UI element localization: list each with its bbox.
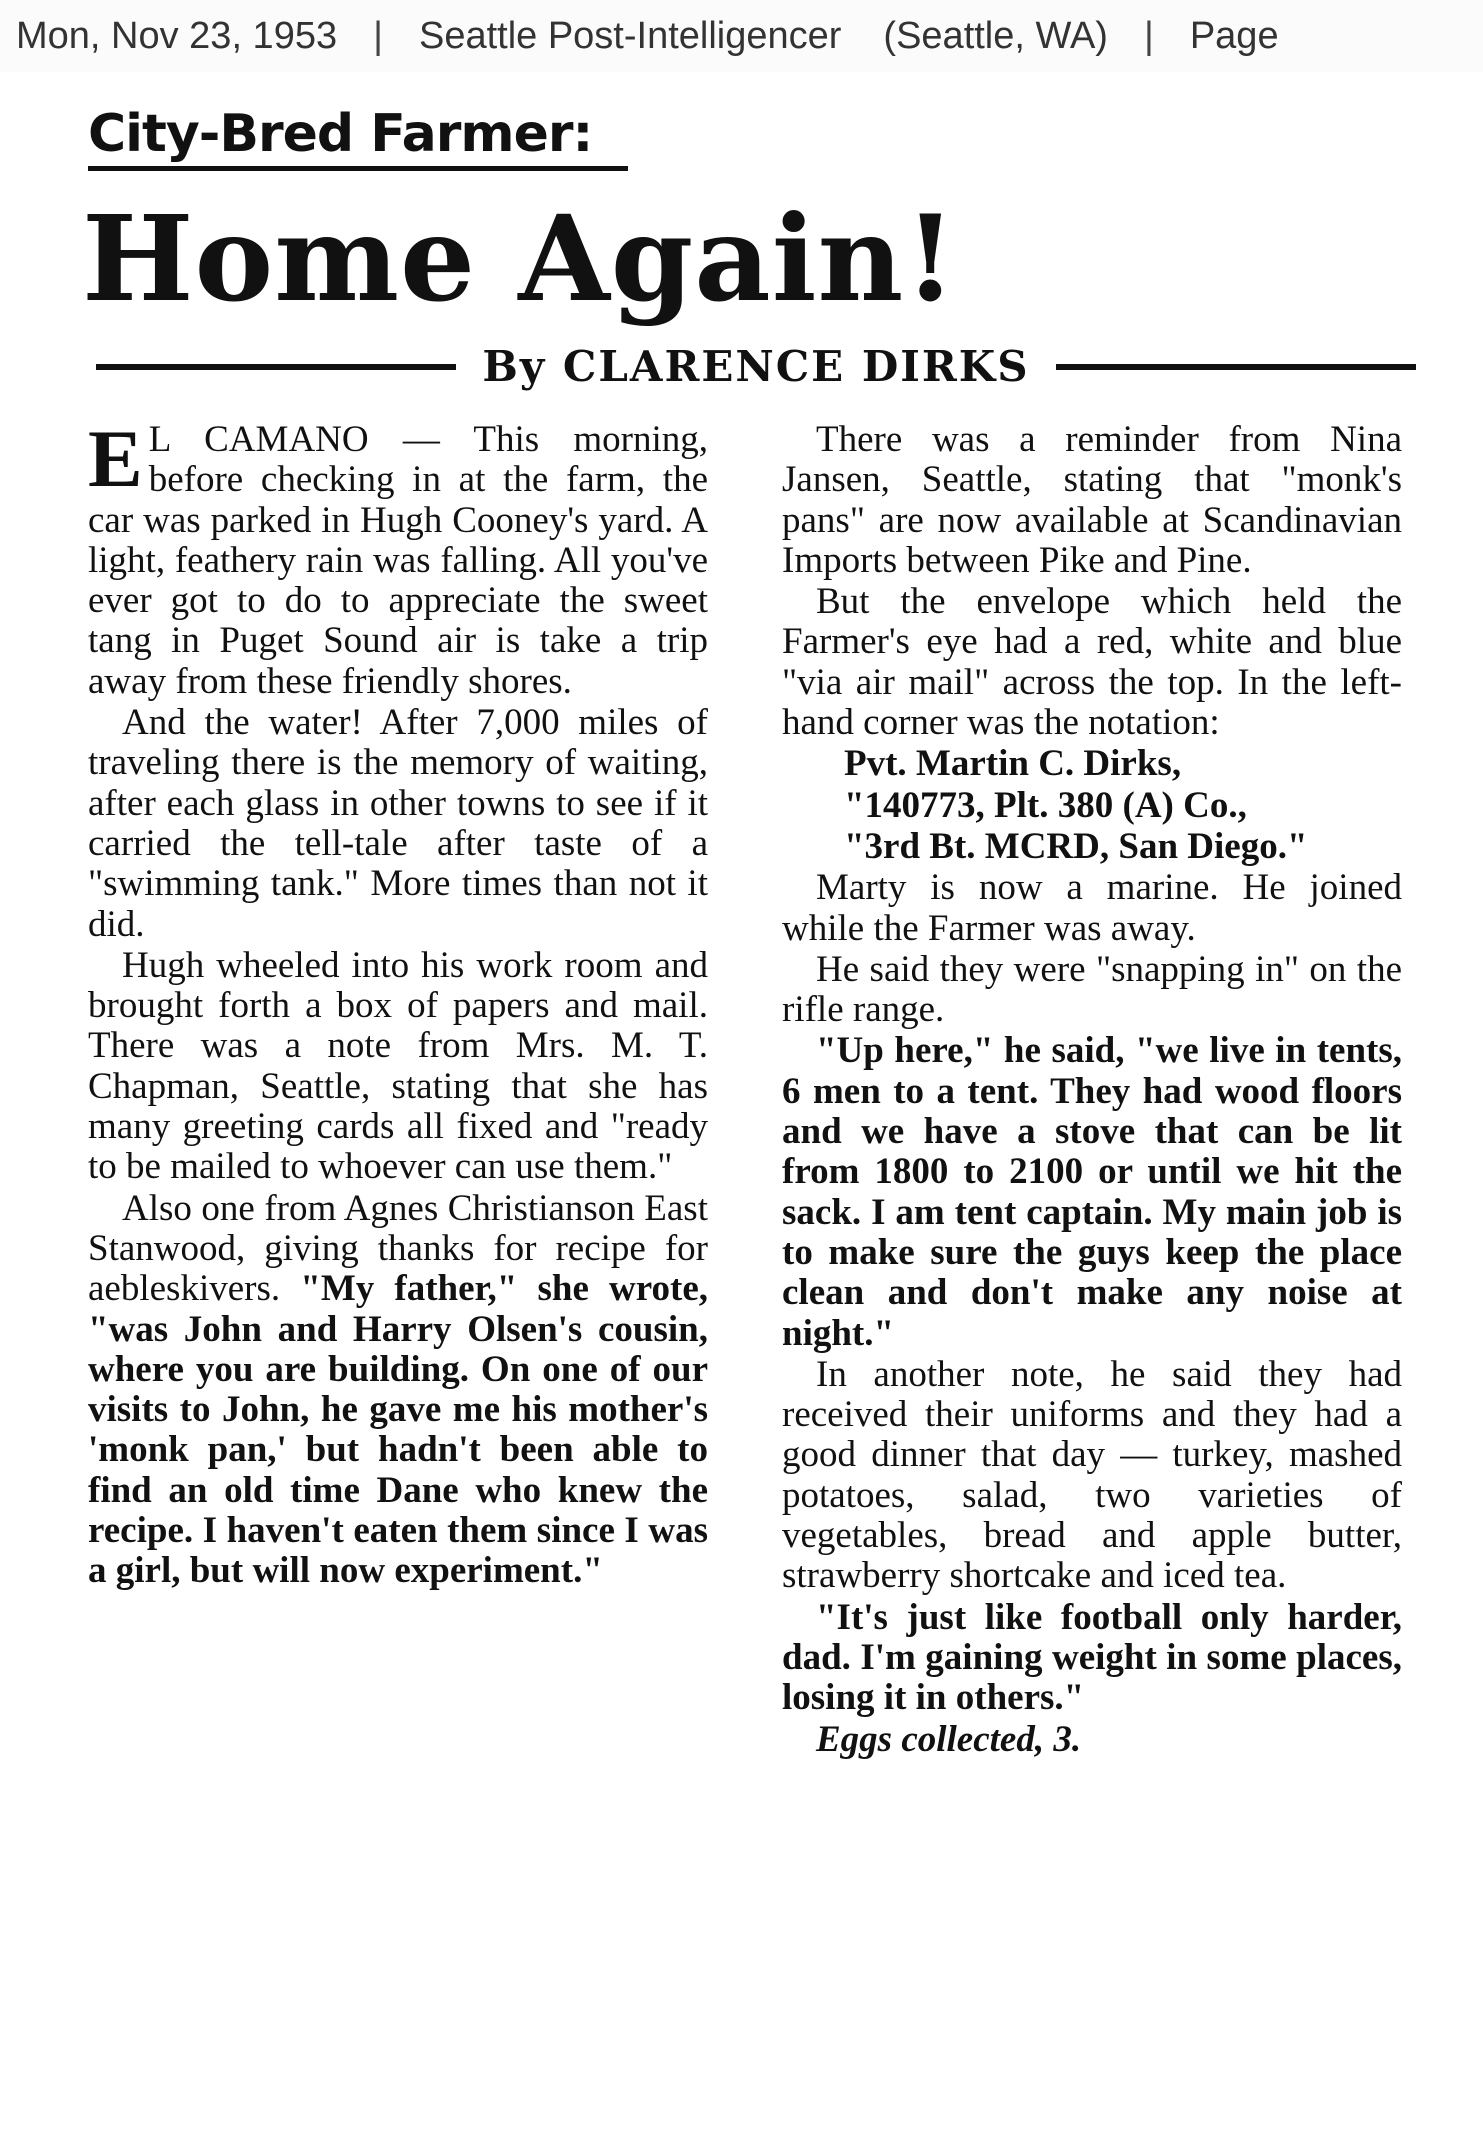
paragraph-text: L CAMANO — This morning, before checking in at the farm, the car was parked in Hugh Cooney's yard. A light, feathery rain was falling. All you've ever got to do to appreciate the sweet tang in Puget Sound air is take a trip away from these friendly shores.	[88, 419, 708, 702]
paragraph: "Up here," he said, "we live in tents, 6 men to a tent. They had wood floors and we have a stove that can be lit from 1800 to 2100 or until we hit the sack. I am tent captain. My main job is to make sure the guys keep the place clean and don't make any noise at night."	[782, 1030, 1402, 1354]
newspaper-clipping	[60, 90, 1430, 2140]
byline-rule-left	[96, 364, 456, 370]
byline-row	[96, 342, 1416, 391]
drop-cap: E	[88, 413, 143, 504]
page-header	[0, 0, 1483, 72]
header-separator: |	[373, 14, 383, 57]
paragraph	[88, 413, 708, 702]
header-date: Mon, Nov 23, 1953	[16, 14, 338, 57]
article-column-right	[782, 420, 1402, 1761]
paragraph: And the water! After 7,000 miles of traveling there is the memory of waiting, after each glass in other towns to see if it carried the tell-tale after taste of a "swimming tank." More times than not it did.	[88, 702, 708, 945]
paragraph: In another note, he said they had received their uniforms and they had a good dinner that day — turkey, mashed potatoes, salad, two varieties of vegetables, bread and apple butter, strawberry shortcake and iced tea.	[782, 1353, 1402, 1597]
address-line: "140773, Plt. 380 (A) Co.,	[844, 784, 1247, 826]
paragraph: He said they were "snapping in" on the rifle range.	[782, 948, 1402, 1031]
byline-rule-right	[1056, 364, 1416, 370]
header-publication: Seattle Post-Intelligencer	[418, 14, 842, 57]
header-separator-2: |	[1143, 14, 1154, 57]
paragraph-text: Also one from Agnes Christianson East Stanwood, giving thanks for recipe for aebleskivers.	[88, 1187, 708, 1310]
paragraph	[88, 1189, 708, 1592]
header-location: (Seattle, WA)	[883, 14, 1108, 57]
paragraph: There was a reminder from Nina Jansen, Seattle, stating that "monk's pans" are now available at Scandinavian Imports between Pike and Pine.	[782, 419, 1402, 581]
header-page-label: Page	[1189, 14, 1279, 57]
address-line: Pvt. Martin C. Dirks,	[844, 743, 1182, 785]
paragraph: "It's just like football only harder, dad. I'm gaining weight in some places, losing it in others."	[782, 1596, 1402, 1719]
paragraph: But the envelope which held the Farmer's eye had a red, white and blue "via air mail" across the top. In the left-hand corner was the notation:	[782, 581, 1402, 744]
signoff: Eggs collected, 3.	[816, 1718, 1082, 1760]
article-kicker: City-Bred Farmer:	[88, 104, 628, 171]
article-byline: By CLARENCE DIRKS	[482, 342, 1030, 391]
paragraph: Marty is now a marine. He joined while the Farmer was away.	[782, 867, 1402, 949]
paragraph: Hugh wheeled into his work room and brought forth a box of papers and mail. There was a note from Mrs. M. T. Chapman, Seattle, stating that she has many greeting cards all fixed and "ready to be mailed to whoever can use them."	[88, 944, 708, 1188]
paragraph-quote: "My father," she wrote, "was John and Harry Olsen's cousin, where you are building. On one of our visits to John, he gave me his mother's 'monk pan,' but hadn't been able to find an old time Dane who knew the recipe. I haven't eaten them since I was a girl, but will now experiment."	[88, 1268, 709, 1592]
article-column-left	[88, 413, 709, 1593]
article-headline: Home Again!	[82, 189, 958, 328]
address-line: "3rd Bt. MCRD, San Diego."	[844, 825, 1308, 867]
